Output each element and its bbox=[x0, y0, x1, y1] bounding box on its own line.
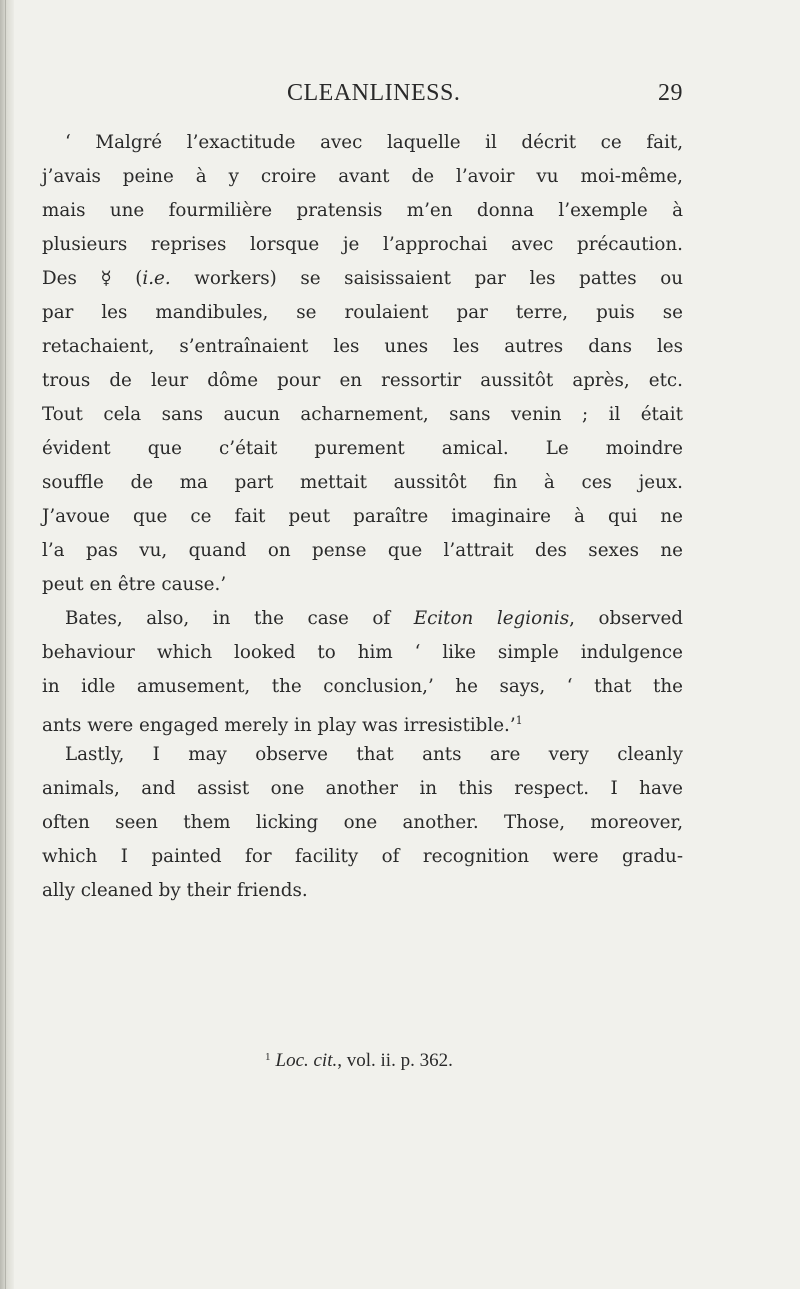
text-line bbox=[42, 262, 683, 296]
text-line: évident que c’était purement amical. Le moindre bbox=[42, 438, 683, 459]
species-name: Eciton legionis bbox=[413, 608, 570, 629]
text-line: often seen them licking one another. Those, moreover, bbox=[42, 812, 683, 833]
footnote-mark: 1 bbox=[265, 1051, 271, 1063]
page-number: 29 bbox=[658, 80, 683, 106]
text-segment: , observed bbox=[569, 608, 683, 629]
italic-abbreviation: i.e. bbox=[142, 268, 171, 289]
text-line: ally cleaned by their friends. bbox=[42, 880, 308, 901]
text-line: Lastly, I may observe that ants are very cleanly bbox=[65, 744, 683, 765]
footnote-text: , vol. ii. p. 362. bbox=[337, 1050, 453, 1071]
text-line: which I painted for facility of recognition were gradu- bbox=[42, 846, 683, 867]
text-line: souffle de ma part mettait aussitôt fin à ces jeux. bbox=[42, 472, 683, 493]
footnote bbox=[265, 1043, 453, 1075]
footnote-reference: 1 bbox=[515, 714, 523, 727]
binding-edge bbox=[5, 0, 6, 1289]
text-line: animals, and assist one another in this respect. I have bbox=[42, 778, 683, 799]
text-line bbox=[65, 602, 683, 636]
text-line: j’avais peine à y croire avant de l’avoir vu moi-même, bbox=[42, 166, 683, 187]
text-segment: workers) se saisissaient par les pattes ou bbox=[170, 268, 683, 289]
text-line: behaviour which looked to him ‘ like simple indulgence bbox=[42, 642, 683, 663]
running-title: CLEANLINESS. bbox=[287, 80, 461, 106]
footnote-source: Loc. cit. bbox=[275, 1050, 338, 1071]
text-line: Tout cela sans aucun acharnement, sans venin ; il était bbox=[42, 404, 683, 425]
text-line: J’avoue que ce fait peut paraître imaginaire à qui ne bbox=[42, 506, 683, 527]
text-line bbox=[42, 704, 683, 738]
text-line: par les mandibules, se roulaient par terre, puis se bbox=[42, 302, 683, 323]
text-line: l’a pas vu, quand on pense que l’attrait des sexes ne bbox=[42, 540, 683, 561]
text-line: retachaient, s’entraînaient les unes les autres dans les bbox=[42, 336, 683, 357]
text-line: ‘ Malgré l’exactitude avec laquelle il décrit ce fait, bbox=[65, 132, 683, 153]
text-line: mais une fourmilière pratensis m’en donna l’exemple à bbox=[42, 200, 683, 221]
text-line: plusieurs reprises lorsque je l’approchai avec précaution. bbox=[42, 234, 683, 255]
text-segment: Bates, also, in the case of bbox=[65, 608, 414, 629]
text-line: peut en être cause.’ bbox=[42, 574, 227, 595]
text-line: trous de leur dôme pour en ressortir aussitôt après, etc. bbox=[42, 370, 683, 391]
text-segment: ants were engaged merely in play was irresistible.’ bbox=[42, 715, 516, 736]
running-head bbox=[287, 80, 683, 110]
text-line: in idle amusement, the conclusion,’ he says, ‘ that the bbox=[42, 676, 683, 697]
page-gutter-shadow bbox=[0, 0, 14, 1289]
text-segment: Des ☿ ( bbox=[42, 268, 143, 289]
